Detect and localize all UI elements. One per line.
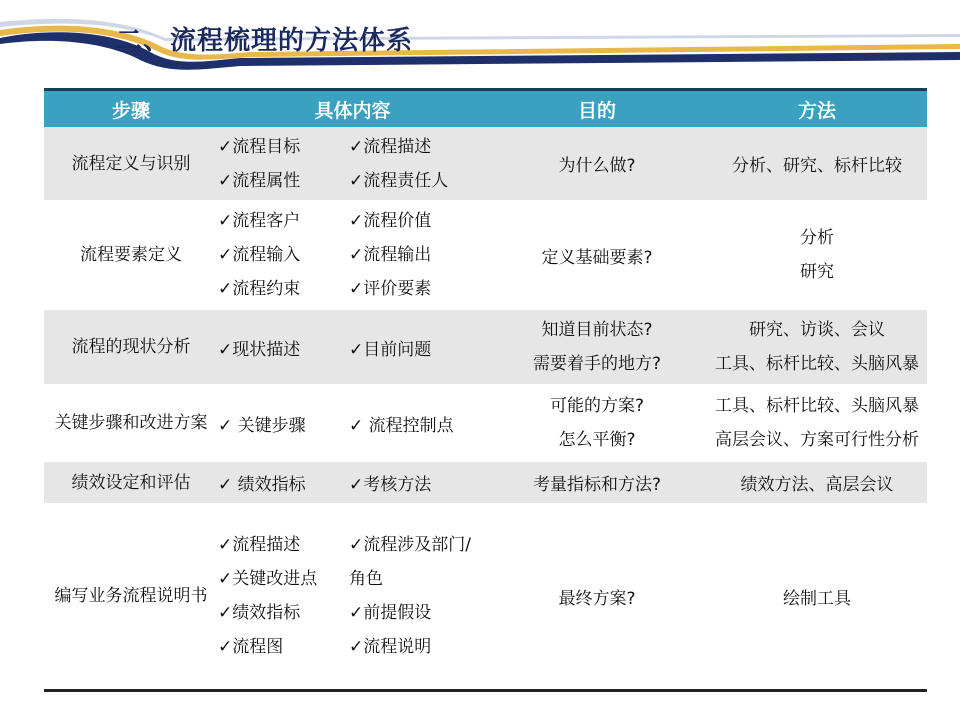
step-cell: 绩效设定和评估 xyxy=(44,461,218,503)
table-bottom-rule xyxy=(44,689,927,692)
table-row xyxy=(44,201,927,309)
content-item: ✓流程责任人 xyxy=(349,170,449,191)
table-row xyxy=(44,503,927,689)
purpose-cell xyxy=(487,127,707,201)
content-item: ✓目前问题 xyxy=(349,339,432,360)
content-cell-a xyxy=(218,385,349,461)
content-cell-b xyxy=(349,461,487,503)
method-item: 绩效方法、高层会议 xyxy=(740,475,894,495)
method-item: 研究、访谈、会议 xyxy=(749,320,886,340)
method-item: 分析、研究、标杆比较 xyxy=(732,156,903,176)
content-item: ✓ 流程控制点 xyxy=(349,415,454,436)
purpose-item: 可能的方案? xyxy=(550,396,645,416)
content-cell-a xyxy=(218,461,349,503)
content-item: ✓流程说明 xyxy=(349,637,432,657)
purpose-item: 需要着手的地方? xyxy=(533,354,662,374)
method-cell xyxy=(707,127,927,201)
content-item: ✓评价要素 xyxy=(349,279,432,299)
purpose-cell xyxy=(487,385,707,461)
content-cell-b xyxy=(349,201,487,309)
method-cell xyxy=(707,385,927,461)
content-item: ✓流程目标 xyxy=(218,136,301,157)
content-item: ✓流程约束 xyxy=(218,279,301,299)
content-item: ✓关键改进点 xyxy=(218,569,318,589)
step-cell: 关键步骤和改进方案 xyxy=(44,385,218,461)
content-item: ✓考核方法 xyxy=(349,475,432,495)
page-title: 二、流程梳理的方法体系 xyxy=(116,26,414,56)
content-item: ✓流程描述 xyxy=(218,535,301,555)
header-method: 方法 xyxy=(707,90,927,128)
content-cell-a xyxy=(218,503,349,689)
method-system-table xyxy=(44,88,927,689)
purpose-item: 定义基础要素? xyxy=(541,247,653,268)
purpose-item: 为什么做? xyxy=(558,156,636,176)
content-cell-a xyxy=(218,127,349,201)
content-item: ✓流程输入 xyxy=(218,245,301,265)
content-item: ✓流程图 xyxy=(218,637,284,657)
step-cell: 流程要素定义 xyxy=(44,201,218,309)
purpose-cell xyxy=(487,461,707,503)
method-item: 高层会议、方案可行性分析 xyxy=(715,430,920,450)
content-item: ✓流程输出 xyxy=(349,245,432,265)
content-item: ✓流程价值 xyxy=(349,211,432,231)
method-cell xyxy=(707,461,927,503)
step-cell: 编写业务流程说明书 xyxy=(44,503,218,689)
content-cell-a xyxy=(218,201,349,309)
purpose-item: 怎么平衡? xyxy=(558,430,636,450)
content-item: ✓ 绩效指标 xyxy=(218,475,306,495)
table-row xyxy=(44,385,927,461)
step-cell: 流程的现状分析 xyxy=(44,309,218,385)
table-row xyxy=(44,309,927,385)
purpose-cell xyxy=(487,201,707,309)
table-header-row xyxy=(44,90,927,128)
content-item: ✓流程客户 xyxy=(218,211,301,231)
content-item: 角色 xyxy=(349,569,383,589)
table-row xyxy=(44,461,927,503)
content-cell-b xyxy=(349,309,487,385)
content-item: ✓流程涉及部门/ xyxy=(349,535,471,555)
content-item: ✓前提假设 xyxy=(349,603,432,623)
content-item: ✓流程属性 xyxy=(218,170,301,191)
method-cell xyxy=(707,309,927,385)
content-item: ✓现状描述 xyxy=(218,339,301,360)
method-cell xyxy=(707,503,927,689)
content-item: ✓绩效指标 xyxy=(218,603,301,623)
content-cell-b xyxy=(349,503,487,689)
purpose-cell xyxy=(487,309,707,385)
purpose-item: 知道目前状态? xyxy=(541,320,653,340)
content-item: ✓ 关键步骤 xyxy=(218,415,306,436)
purpose-item: 最终方案? xyxy=(558,588,636,609)
table-row xyxy=(44,127,927,201)
header-step: 步骤 xyxy=(44,90,218,128)
purpose-item: 考量指标和方法? xyxy=(533,475,662,495)
method-item: 研究 xyxy=(800,262,835,282)
method-item: 分析 xyxy=(800,228,835,248)
method-cell xyxy=(707,201,927,309)
header-content: 具体内容 xyxy=(218,90,487,128)
method-item: 绘制工具 xyxy=(783,588,852,609)
content-item: ✓流程描述 xyxy=(349,136,432,157)
method-item: 工具、标杆比较、头脑风暴 xyxy=(715,396,920,416)
header-purpose: 目的 xyxy=(487,90,707,128)
step-cell: 流程定义与识别 xyxy=(44,127,218,201)
content-cell-b xyxy=(349,127,487,201)
method-item: 工具、标杆比较、头脑风暴 xyxy=(715,354,920,374)
content-cell-b xyxy=(349,385,487,461)
purpose-cell xyxy=(487,503,707,689)
content-cell-a xyxy=(218,309,349,385)
